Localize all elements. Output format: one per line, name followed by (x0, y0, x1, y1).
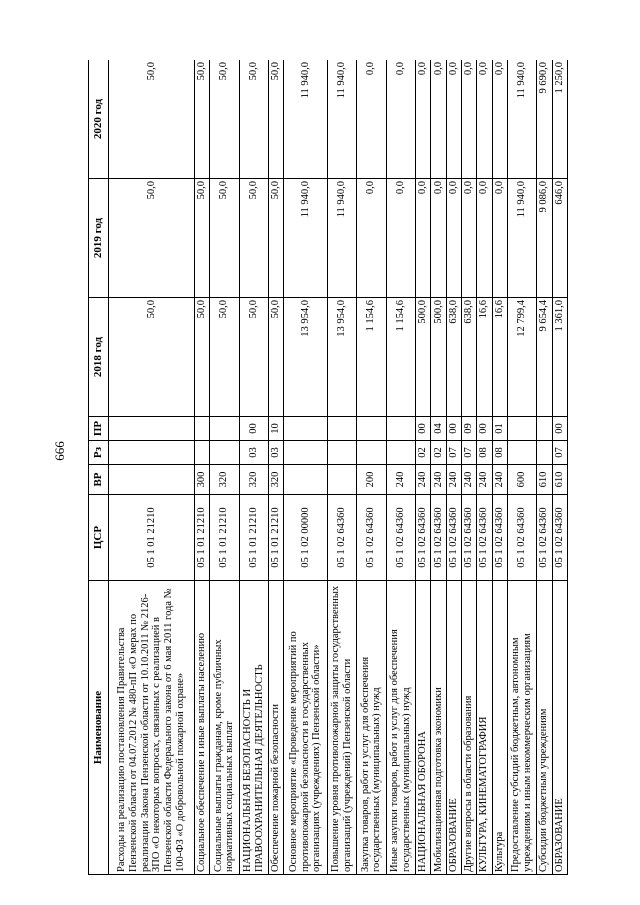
cell-vr: 610 (552, 465, 567, 495)
cell-pr (357, 417, 386, 441)
cell-2020: 0,0 (477, 60, 492, 179)
cell-csr: 05 1 02 64360 (477, 495, 492, 581)
cell-2020: 11 940,0 (327, 60, 356, 179)
table-row (210, 60, 239, 875)
cell-vr: 320 (239, 465, 268, 495)
cell-2019: 50,0 (109, 179, 195, 298)
cell-2020: 50,0 (268, 60, 283, 179)
cell-2020: 0,0 (357, 60, 386, 179)
cell-2020: 50,0 (239, 60, 268, 179)
cell-2018: 9 654,4 (537, 298, 552, 417)
cell-csr: 05 1 02 64360 (357, 495, 386, 581)
cell-pr: 00 (552, 417, 567, 441)
cell-rz: 02 (431, 441, 446, 465)
cell-2018: 16,6 (477, 298, 492, 417)
cell-vr (284, 465, 328, 495)
page-number: 666 (52, 441, 67, 461)
cell-2020: 0,0 (431, 60, 446, 179)
cell-vr: 300 (194, 465, 209, 495)
cell-csr: 05 1 02 64360 (446, 495, 461, 581)
cell-2020: 50,0 (109, 60, 195, 179)
cell-2020: 50,0 (210, 60, 239, 179)
cell-csr: 05 1 02 64360 (327, 495, 356, 581)
cell-name: Повышение уровня противопожарной защиты государственных организаций (учреждений) Пензенской области (327, 581, 356, 875)
cell-pr (109, 417, 195, 441)
rotated-table-frame (88, 60, 568, 875)
cell-pr: 00 (239, 417, 268, 441)
header-2020: 2020 год (89, 60, 109, 179)
table-row (109, 60, 195, 875)
cell-2018: 50,0 (239, 298, 268, 417)
cell-2019: 11 940,0 (507, 179, 536, 298)
cell-csr: 05 1 02 64360 (461, 495, 476, 581)
cell-2019: 0,0 (357, 179, 386, 298)
cell-vr: 240 (386, 465, 415, 495)
cell-name: Социальные выплаты гражданам, кроме публичных нормативных социальных выплат (210, 581, 239, 875)
cell-vr: 320 (210, 465, 239, 495)
cell-csr: 05 1 01 21210 (210, 495, 239, 581)
cell-2020: 0,0 (461, 60, 476, 179)
table-row (357, 60, 386, 875)
cell-2018: 638,0 (446, 298, 461, 417)
cell-name: Обеспечение пожарной безопасности (268, 581, 283, 875)
table-row (284, 60, 328, 875)
cell-rz (210, 441, 239, 465)
cell-name: НАЦИОНАЛЬНАЯ БЕЗОПАСНОСТЬ И ПРАВООХРАНИТЕЛЬНАЯ ДЕЯТЕЛЬНОСТЬ (239, 581, 268, 875)
cell-2020: 0,0 (416, 60, 431, 179)
cell-vr: 610 (537, 465, 552, 495)
cell-2019: 50,0 (210, 179, 239, 298)
cell-name: ОБРАЗОВАНИЕ (446, 581, 461, 875)
cell-pr (327, 417, 356, 441)
cell-pr (537, 417, 552, 441)
cell-2020: 50,0 (194, 60, 209, 179)
header-2019: 2019 год (89, 179, 109, 298)
cell-2018: 50,0 (210, 298, 239, 417)
cell-vr (109, 465, 195, 495)
cell-2019: 646,0 (552, 179, 567, 298)
table-row (386, 60, 415, 875)
cell-name: Закупка товаров, работ и услуг для обеспечения государственных (муниципальных) нужд (357, 581, 386, 875)
table-row (446, 60, 461, 875)
table-row (431, 60, 446, 875)
cell-2019: 0,0 (446, 179, 461, 298)
header-vr: ВР (89, 465, 109, 495)
cell-2018: 50,0 (194, 298, 209, 417)
cell-2019: 50,0 (194, 179, 209, 298)
cell-pr (386, 417, 415, 441)
cell-rz (537, 441, 552, 465)
cell-2019: 11 940,0 (284, 179, 328, 298)
cell-2018: 638,0 (461, 298, 476, 417)
cell-vr: 240 (416, 465, 431, 495)
cell-pr (210, 417, 239, 441)
cell-2020: 11 940,0 (507, 60, 536, 179)
cell-name: Расходы на реализацию постановления Правительства Пензенской области от 04.07.2012 № 480-пП «О мерах по реализации Закона Пензенской области от 10.10.2011 № 2126-ЗПО «О некоторых вопросах, связанных с реализацией в Пензенской области Федерального закона от 6 мая 2011 года № 100-ФЗ «О добровольной пожарной охране» (109, 581, 195, 875)
cell-name: Основное мероприятие «Проведение мероприятий по противопожарной безопасности в государственных организациях (учреждениях) Пензенской области» (284, 581, 328, 875)
cell-name: Иные закупки товаров, работ и услуг для обеспечения государственных (муниципальных) нужд (386, 581, 415, 875)
cell-pr: 01 (492, 417, 507, 441)
cell-rz: 07 (446, 441, 461, 465)
table-row (327, 60, 356, 875)
cell-pr: 00 (446, 417, 461, 441)
cell-2019: 9 086,0 (537, 179, 552, 298)
cell-2019: 50,0 (268, 179, 283, 298)
cell-csr: 05 1 02 00000 (284, 495, 328, 581)
cell-2020: 9 690,0 (537, 60, 552, 179)
cell-2019: 50,0 (239, 179, 268, 298)
cell-vr: 240 (431, 465, 446, 495)
table-body (109, 60, 568, 875)
cell-pr: 00 (477, 417, 492, 441)
cell-vr: 240 (492, 465, 507, 495)
cell-2018: 1 154,6 (386, 298, 415, 417)
cell-2018: 1 154,6 (357, 298, 386, 417)
cell-pr (284, 417, 328, 441)
cell-pr: 00 (416, 417, 431, 441)
cell-vr: 320 (268, 465, 283, 495)
cell-rz (284, 441, 328, 465)
cell-2018: 50,0 (109, 298, 195, 417)
table-row (552, 60, 567, 875)
cell-pr: 10 (268, 417, 283, 441)
header-name: Наименование (89, 581, 109, 875)
cell-vr: 240 (461, 465, 476, 495)
cell-name: Мобилизационная подготовка экономики (431, 581, 446, 875)
cell-pr (507, 417, 536, 441)
table-row (194, 60, 209, 875)
cell-2018: 13 954,0 (284, 298, 328, 417)
table-row (477, 60, 492, 875)
cell-2019: 0,0 (492, 179, 507, 298)
cell-rz (386, 441, 415, 465)
table-row (268, 60, 283, 875)
cell-2020: 1 250,0 (552, 60, 567, 179)
cell-rz: 03 (239, 441, 268, 465)
table-row (537, 60, 552, 875)
cell-rz: 02 (416, 441, 431, 465)
cell-rz: 08 (492, 441, 507, 465)
cell-csr: 05 1 02 64360 (552, 495, 567, 581)
cell-csr: 05 1 01 21210 (109, 495, 195, 581)
cell-csr: 05 1 02 64360 (537, 495, 552, 581)
cell-name: КУЛЬТУРА, КИНЕМАТОГРАФИЯ (477, 581, 492, 875)
cell-name: Субсидии бюджетным учреждениям (537, 581, 552, 875)
cell-csr: 05 1 02 64360 (386, 495, 415, 581)
cell-csr: 05 1 01 21210 (239, 495, 268, 581)
cell-rz (194, 441, 209, 465)
cell-name: Социальное обеспечение и иные выплаты населению (194, 581, 209, 875)
cell-2020: 0,0 (386, 60, 415, 179)
cell-2018: 500,0 (431, 298, 446, 417)
header-pr: ПР (89, 417, 109, 441)
cell-csr: 05 1 02 64360 (492, 495, 507, 581)
header-csr: ЦСР (89, 495, 109, 581)
cell-vr: 600 (507, 465, 536, 495)
cell-2018: 12 799,4 (507, 298, 536, 417)
header-2018: 2018 год (89, 298, 109, 417)
cell-csr: 05 1 02 64360 (431, 495, 446, 581)
cell-name: Другие вопросы в области образования (461, 581, 476, 875)
table-container (88, 60, 568, 875)
table-row (492, 60, 507, 875)
cell-2019: 11 940,0 (327, 179, 356, 298)
cell-2020: 0,0 (446, 60, 461, 179)
cell-rz: 03 (268, 441, 283, 465)
cell-rz (109, 441, 195, 465)
budget-table (88, 60, 568, 875)
header-rz: Рз (89, 441, 109, 465)
cell-name: Предоставление субсидий бюджетным, автономным учреждениям и иным некоммерческим организациям (507, 581, 536, 875)
cell-vr (327, 465, 356, 495)
cell-csr: 05 1 01 21210 (194, 495, 209, 581)
cell-2020: 0,0 (492, 60, 507, 179)
cell-2018: 50,0 (268, 298, 283, 417)
cell-name: Культура (492, 581, 507, 875)
cell-pr: 09 (461, 417, 476, 441)
cell-2018: 500,0 (416, 298, 431, 417)
cell-2018: 16,6 (492, 298, 507, 417)
cell-name: ОБРАЗОВАНИЕ (552, 581, 567, 875)
cell-rz: 07 (552, 441, 567, 465)
table-row (461, 60, 476, 875)
cell-2019: 0,0 (461, 179, 476, 298)
cell-2019: 0,0 (416, 179, 431, 298)
cell-2019: 0,0 (431, 179, 446, 298)
cell-vr: 240 (477, 465, 492, 495)
cell-2018: 1 361,0 (552, 298, 567, 417)
header-row (89, 60, 109, 875)
cell-rz (357, 441, 386, 465)
cell-pr: 04 (431, 417, 446, 441)
cell-rz (507, 441, 536, 465)
cell-name: НАЦИОНАЛЬНАЯ ОБОРОНА (416, 581, 431, 875)
cell-csr: 05 1 02 64360 (416, 495, 431, 581)
cell-2020: 11 940,0 (284, 60, 328, 179)
cell-rz (327, 441, 356, 465)
cell-pr (194, 417, 209, 441)
cell-2019: 0,0 (477, 179, 492, 298)
cell-csr: 05 1 02 64360 (507, 495, 536, 581)
cell-2018: 13 954,0 (327, 298, 356, 417)
table-row (507, 60, 536, 875)
cell-vr: 200 (357, 465, 386, 495)
cell-rz: 08 (477, 441, 492, 465)
table-row (416, 60, 431, 875)
cell-vr: 240 (446, 465, 461, 495)
cell-2019: 0,0 (386, 179, 415, 298)
cell-rz: 07 (461, 441, 476, 465)
cell-csr: 05 1 01 21210 (268, 495, 283, 581)
table-row (239, 60, 268, 875)
